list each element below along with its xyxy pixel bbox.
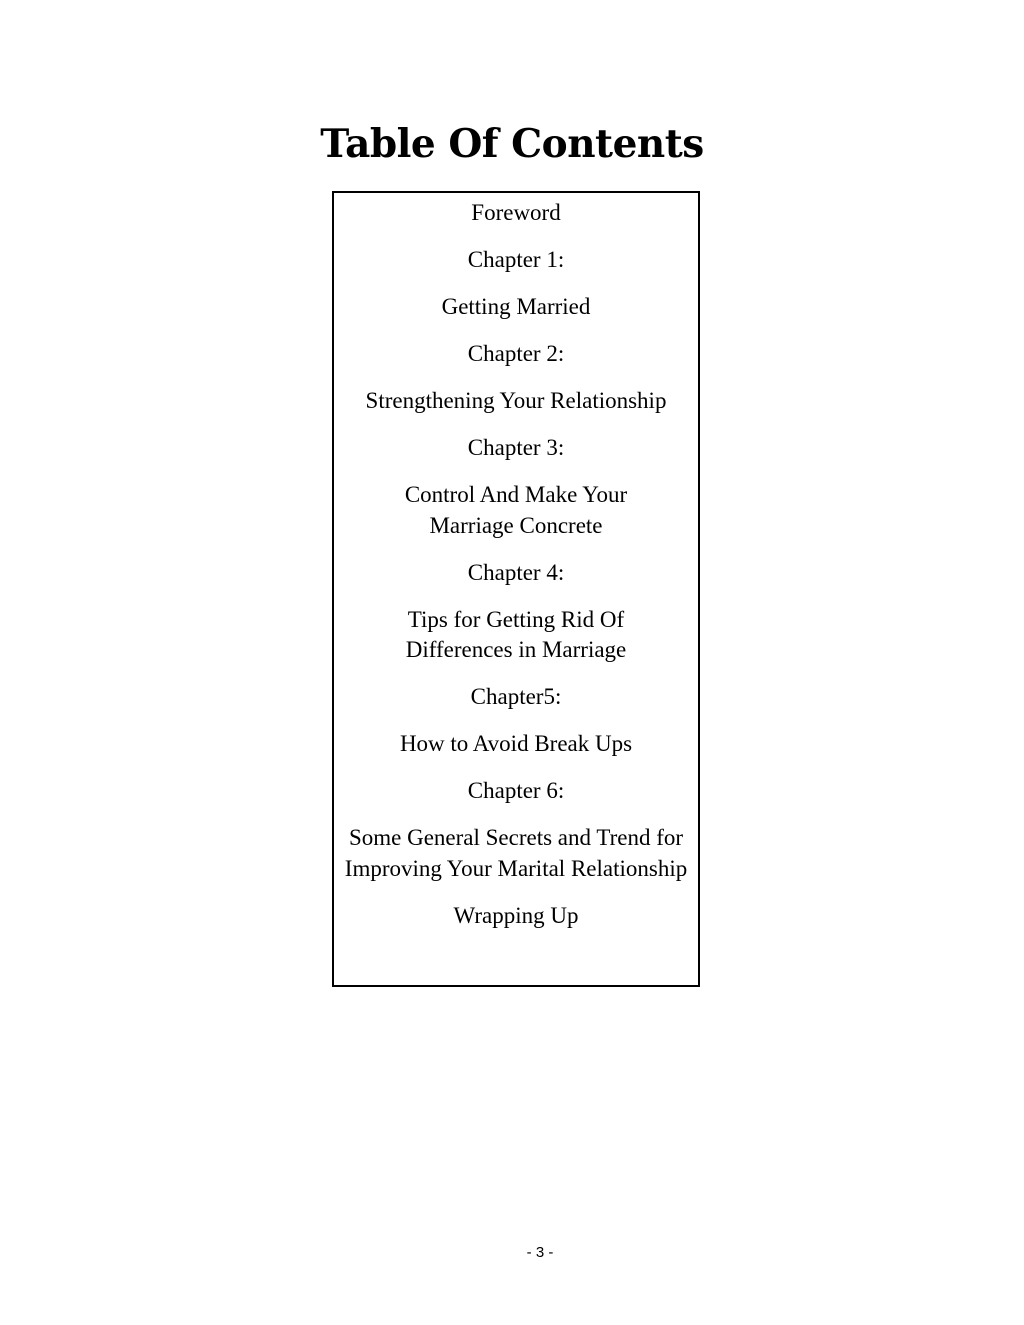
toc-item-chapter-3-title: Control And Make Your Marriage Concrete xyxy=(404,482,628,538)
toc-item-chapter-1-title: Getting Married xyxy=(441,294,591,319)
toc-list xyxy=(334,198,698,931)
toc-item-chapter-2-label: Chapter 2: xyxy=(467,341,565,366)
table-of-contents-box xyxy=(332,191,700,987)
toc-item-chapter-5-title: How to Avoid Break Ups xyxy=(399,731,633,756)
toc-item-chapter-5-label: Chapter5: xyxy=(470,684,562,709)
toc-item-wrapping-up: Wrapping Up xyxy=(453,902,579,928)
toc-item-foreword: Foreword xyxy=(471,200,561,225)
toc-item-chapter-4-label: Chapter 4: xyxy=(467,559,565,585)
toc-item-chapter-6-label: Chapter 6: xyxy=(467,778,565,803)
toc-item-chapter-3-label: Chapter 3: xyxy=(467,435,565,460)
toc-item-chapter-2-title: Strengthening Your Relationship xyxy=(365,388,667,413)
toc-item-chapter-6-title: Some General Secrets and Trend for Improving Your Marital Relationship xyxy=(344,825,688,881)
page-number: - 3 - xyxy=(526,1244,554,1261)
page-title: Table Of Contents xyxy=(320,121,704,167)
toc-item-chapter-4-title: Tips for Getting Rid Of Differences in Marriage xyxy=(405,606,627,662)
toc-item-chapter-1-label: Chapter 1: xyxy=(467,247,565,272)
